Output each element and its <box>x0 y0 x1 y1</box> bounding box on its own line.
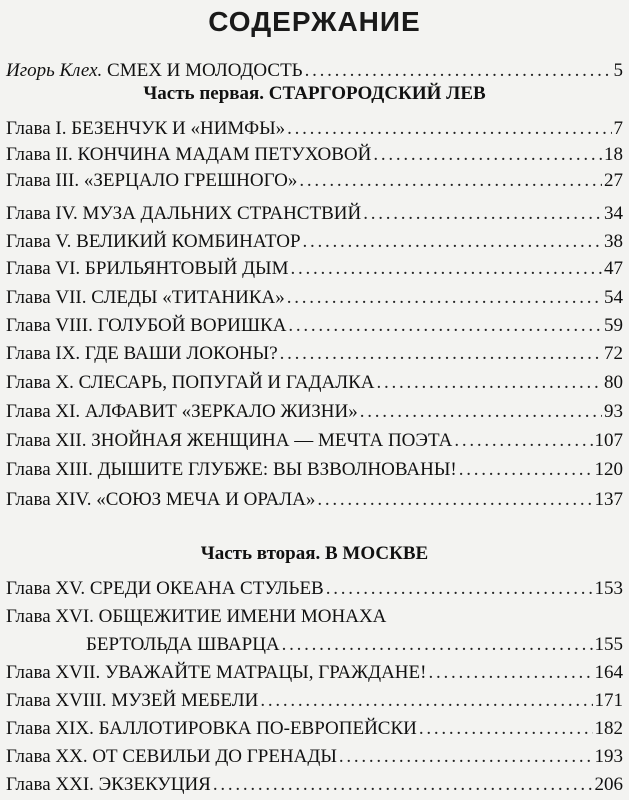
preface-title: СМЕХ И МОЛОДОСТЬ <box>107 60 303 81</box>
toc-entry[interactable] <box>6 231 623 253</box>
toc-page-number: 164 <box>594 662 623 683</box>
leader-dots <box>288 315 602 337</box>
leader-dots <box>287 118 611 140</box>
toc-entry[interactable] <box>6 343 623 365</box>
toc-entry-label: Глава XIV. «СОЮЗ МЕЧА И ОРАЛА» <box>6 489 316 510</box>
toc-entry[interactable] <box>6 459 623 481</box>
toc-entry-label: Глава X. СЛЕСАРЬ, ПОПУГАЙ И ГАДАЛКА <box>6 372 375 393</box>
toc-entry-text <box>6 60 303 82</box>
toc-page-number: 38 <box>604 231 623 252</box>
toc-entry[interactable] <box>6 258 623 280</box>
toc-page-number: 137 <box>594 489 623 510</box>
toc-entry[interactable] <box>6 170 623 192</box>
toc-entry-label: Глава XV. СРЕДИ ОКЕАНА СТУЛЬЕВ <box>6 578 324 599</box>
leader-dots <box>360 401 602 423</box>
leader-dots <box>303 231 602 253</box>
toc-page-number: 107 <box>594 430 623 451</box>
leader-dots <box>377 372 602 394</box>
toc-entry-first-line[interactable] <box>6 606 386 628</box>
page-title: СОДЕРЖАНИЕ <box>208 6 421 37</box>
leader-dots <box>317 489 592 511</box>
toc-entry-label: Глава XVIII. МУЗЕЙ МЕБЕЛИ <box>6 690 259 711</box>
toc-entry[interactable] <box>6 746 623 768</box>
toc-page-number: 80 <box>604 372 623 393</box>
toc-entry-label-continuation: БЕРТОЛЬДА ШВАРЦА <box>86 634 280 655</box>
toc-page-number: 193 <box>594 746 623 767</box>
toc-entry[interactable] <box>6 118 623 140</box>
toc-entry[interactable] <box>6 430 623 452</box>
toc-entry-continuation[interactable] <box>86 634 623 656</box>
toc-page-number: 206 <box>594 774 623 795</box>
toc-entry[interactable] <box>6 372 623 394</box>
leader-dots <box>213 774 593 796</box>
toc-entry-label: Глава VIII. ГОЛУБОЙ ВОРИШКА <box>6 315 287 336</box>
leader-dots <box>291 258 602 280</box>
toc-entry[interactable] <box>6 401 623 423</box>
leader-dots <box>459 459 593 481</box>
toc-page-number: 18 <box>604 144 623 165</box>
leader-dots <box>419 718 593 740</box>
toc-page-number: 59 <box>604 315 623 336</box>
toc-entry[interactable] <box>6 489 623 511</box>
toc-page-number: 120 <box>594 459 623 480</box>
toc-entry[interactable] <box>6 315 623 337</box>
leader-dots <box>363 203 602 225</box>
leader-dots <box>287 287 602 309</box>
toc-entry-label: Глава XI. АЛФАВИТ «ЗЕРКАЛО ЖИЗНИ» <box>6 401 358 422</box>
toc-page-number: 47 <box>604 258 623 279</box>
toc-entry-label: Глава VI. БРИЛЬЯНТОВЫЙ ДЫМ <box>6 258 289 279</box>
leader-dots <box>339 746 593 768</box>
toc-entry-label: Глава XIII. ДЫШИТЕ ГЛУБЖЕ: ВЫ ВЗВОЛНОВАНЫ! <box>6 459 457 480</box>
leader-dots <box>260 690 592 712</box>
toc-entry[interactable] <box>6 774 623 796</box>
toc-entry[interactable] <box>6 287 623 309</box>
toc-entry[interactable] <box>6 662 623 684</box>
toc-page-number: 171 <box>594 690 623 711</box>
toc-entry-preface[interactable] <box>6 60 623 82</box>
leader-dots <box>305 60 612 82</box>
toc-page-number: 34 <box>604 203 623 224</box>
toc-page-number: 5 <box>613 60 623 81</box>
leader-dots <box>373 144 602 166</box>
toc-entry-label: Глава IV. МУЗА ДАЛЬНИХ СТРАНСТВИЙ <box>6 203 362 224</box>
leader-dots <box>299 170 602 192</box>
toc-page-number: 155 <box>594 634 623 655</box>
toc-entry-label: Глава IX. ГДЕ ВАШИ ЛОКОНЫ? <box>6 343 278 364</box>
preface-author: Игорь Клех. <box>6 60 103 81</box>
part-heading-1: Часть первая. СТАРГОРОДСКИЙ ЛЕВ <box>143 83 486 104</box>
toc-entry-label: Глава VII. СЛЕДЫ «ТИТАНИКА» <box>6 287 285 308</box>
toc-entry[interactable] <box>6 203 623 225</box>
toc-entry[interactable] <box>6 718 623 740</box>
toc-page-number: 93 <box>604 401 623 422</box>
toc-entry-label: Глава XIX. БАЛЛОТИРОВКА ПО-ЕВРОПЕЙСКИ <box>6 718 417 739</box>
toc-entry-label: Глава XXI. ЭКЗЕКУЦИЯ <box>6 774 211 795</box>
leader-dots <box>326 578 593 600</box>
toc-entry-label: Глава XVI. ОБЩЕЖИТИЕ ИМЕНИ МОНАХА <box>6 606 387 627</box>
toc-page-number: 72 <box>604 343 623 364</box>
toc-entry-label: Глава I. БЕЗЕНЧУК И «НИМФЫ» <box>6 118 286 139</box>
toc-entry-label: Глава XVII. УВАЖАЙТЕ МАТРАЦЫ, ГРАЖДАНЕ! <box>6 662 427 683</box>
toc-page-number: 182 <box>594 718 623 739</box>
toc-entry[interactable] <box>6 690 623 712</box>
leader-dots <box>454 430 592 452</box>
leader-dots <box>428 662 592 684</box>
toc-entry-label: Глава V. ВЕЛИКИЙ КОМБИНАТОР <box>6 231 301 252</box>
leader-dots <box>282 634 593 656</box>
toc-page-number: 153 <box>594 578 623 599</box>
toc-page-number: 7 <box>613 118 623 139</box>
toc-page-number: 54 <box>604 287 623 308</box>
toc-entry[interactable] <box>6 144 623 166</box>
toc-entry-label: Глава XII. ЗНОЙНАЯ ЖЕНЩИНА — МЕЧТА ПОЭТА <box>6 430 453 451</box>
leader-dots <box>280 343 602 365</box>
toc-page-number: 27 <box>604 170 623 191</box>
toc-entry-label: Глава III. «ЗЕРЦАЛО ГРЕШНОГО» <box>6 170 298 191</box>
toc-entry-label: Глава II. КОНЧИНА МАДАМ ПЕТУХОВОЙ <box>6 144 372 165</box>
part-heading-2: Часть вторая. В МОСКВЕ <box>200 543 429 564</box>
toc-entry[interactable] <box>6 578 623 600</box>
toc-entry-label: Глава XX. ОТ СЕВИЛЬИ ДО ГРЕНАДЫ <box>6 746 337 767</box>
